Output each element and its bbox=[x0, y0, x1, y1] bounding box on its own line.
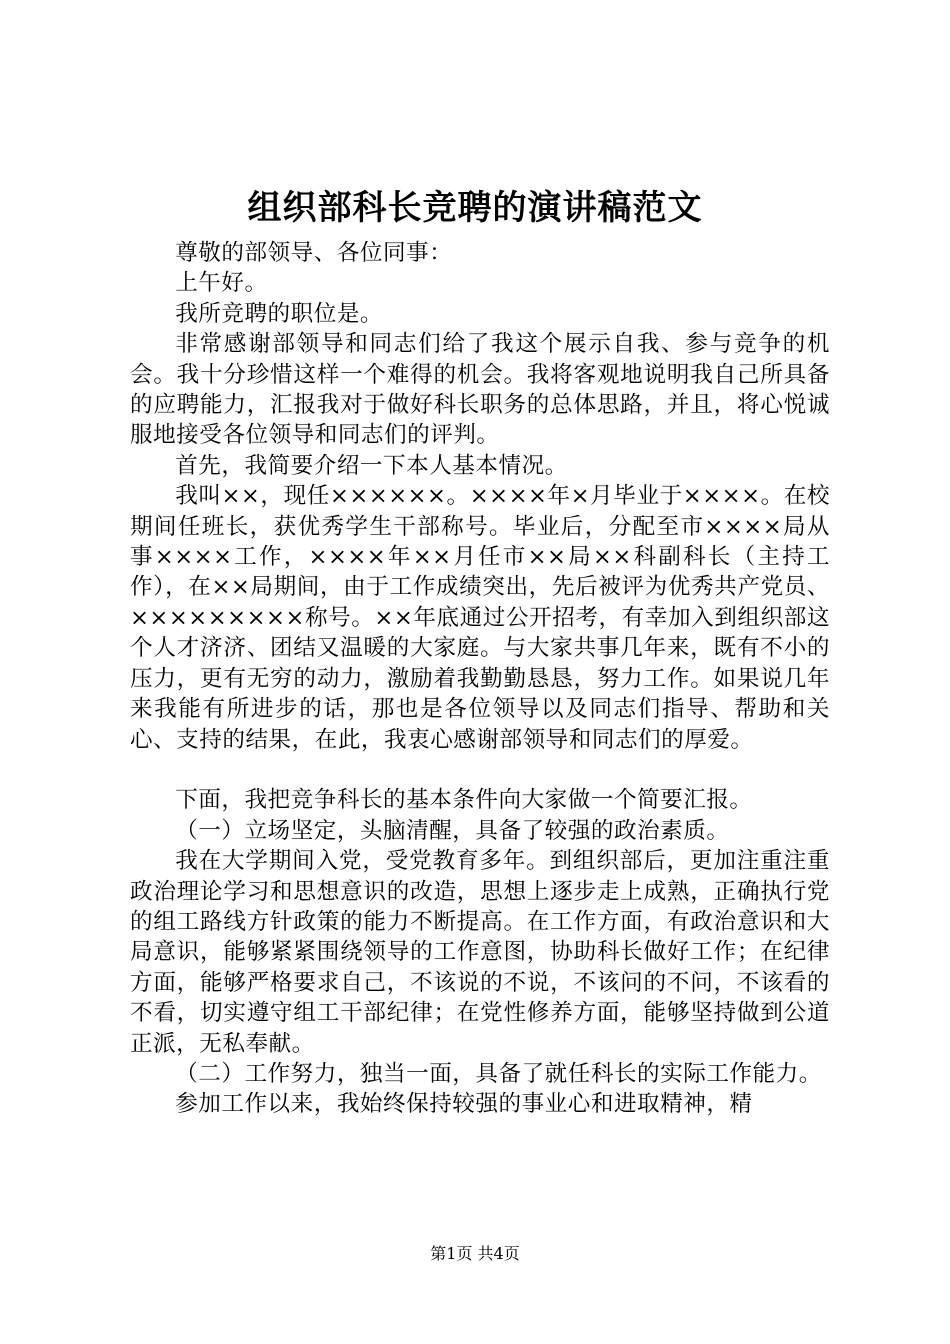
position-paragraph: 我所竞聘的职位是。 bbox=[175, 300, 384, 327]
body-paragraph: 首先，我简要介绍一下本人基本情况。 bbox=[175, 452, 568, 479]
body-paragraph: 参加工作以来，我始终保持较强的事业心和进取精神，精 bbox=[175, 1091, 753, 1118]
page-footer: 第1页 共4页 bbox=[430, 1244, 520, 1263]
section-heading: （二）工作努力，独当一面，具备了就任科长的实际工作能力。 bbox=[175, 1060, 822, 1087]
section-heading: （一）立场坚定，头脑清醒，具备了较强的政治素质。 bbox=[175, 817, 730, 844]
document-title: 组织部科长竞聘的演讲稿范文 bbox=[247, 188, 703, 228]
body-paragraph: 非常感谢部领导和同志们给了我这个展示自我、参与竞争的机会。我十分珍惜这样一个难得的机会。我将客观地说明我自己所具备的应聘能力，汇报我对于做好科长职务的总体思路，并且，将心悦诚服地接受各位领导和同志们的评判。 bbox=[130, 331, 830, 449]
greeting-paragraph: 上午好。 bbox=[175, 270, 268, 297]
body-paragraph: 下面，我把竞争科长的基本条件向大家做一个简要汇报。 bbox=[175, 787, 753, 814]
body-paragraph: 我在大学期间入党，受党教育多年。到组织部后，更加注重注重政治理论学习和思想意识的改造，思想上逐步走上成熟，正确执行党的组工路线方针政策的能力不断提高。在工作方面，有政治意识和大局意识，能够紧紧围绕领导的工作意图，协助科长做好工作；在纪律方面，能够严格要求自己，不该说的不说，不该问的不问，不该看的不看，切实遵守组工干部纪律；在党性修养方面，能够坚持做到公道正派，无私奉献。 bbox=[130, 848, 830, 1057]
salutation-paragraph: 尊敬的部领导、各位同事： bbox=[175, 240, 453, 266]
document-body bbox=[130, 238, 830, 1120]
body-paragraph: 我叫××，现任××××××。××××年×月毕业于××××。在校期间任班长，获优秀学生干部称号。毕业后，分配至市××××局从事××××工作，××××年××月任市××局××科副科长（主持工作），在××局期间，由于工作成绩突出，先后被评为优秀共产党员、×××××××××称号。××年底通过公开招考，有幸加入到组织部这个人才济济、团结又温暖的大家庭。与大家共事几年来，既有不小的压力，更有无穷的动力，激励着我勤勤恳恳，努力工作。如果说几年来我能有所进步的话，那也是各位领导以及同志们指导、帮助和关心、支持的结果，在此，我衷心感谢部领导和同志们的厚爱。 bbox=[130, 483, 830, 753]
